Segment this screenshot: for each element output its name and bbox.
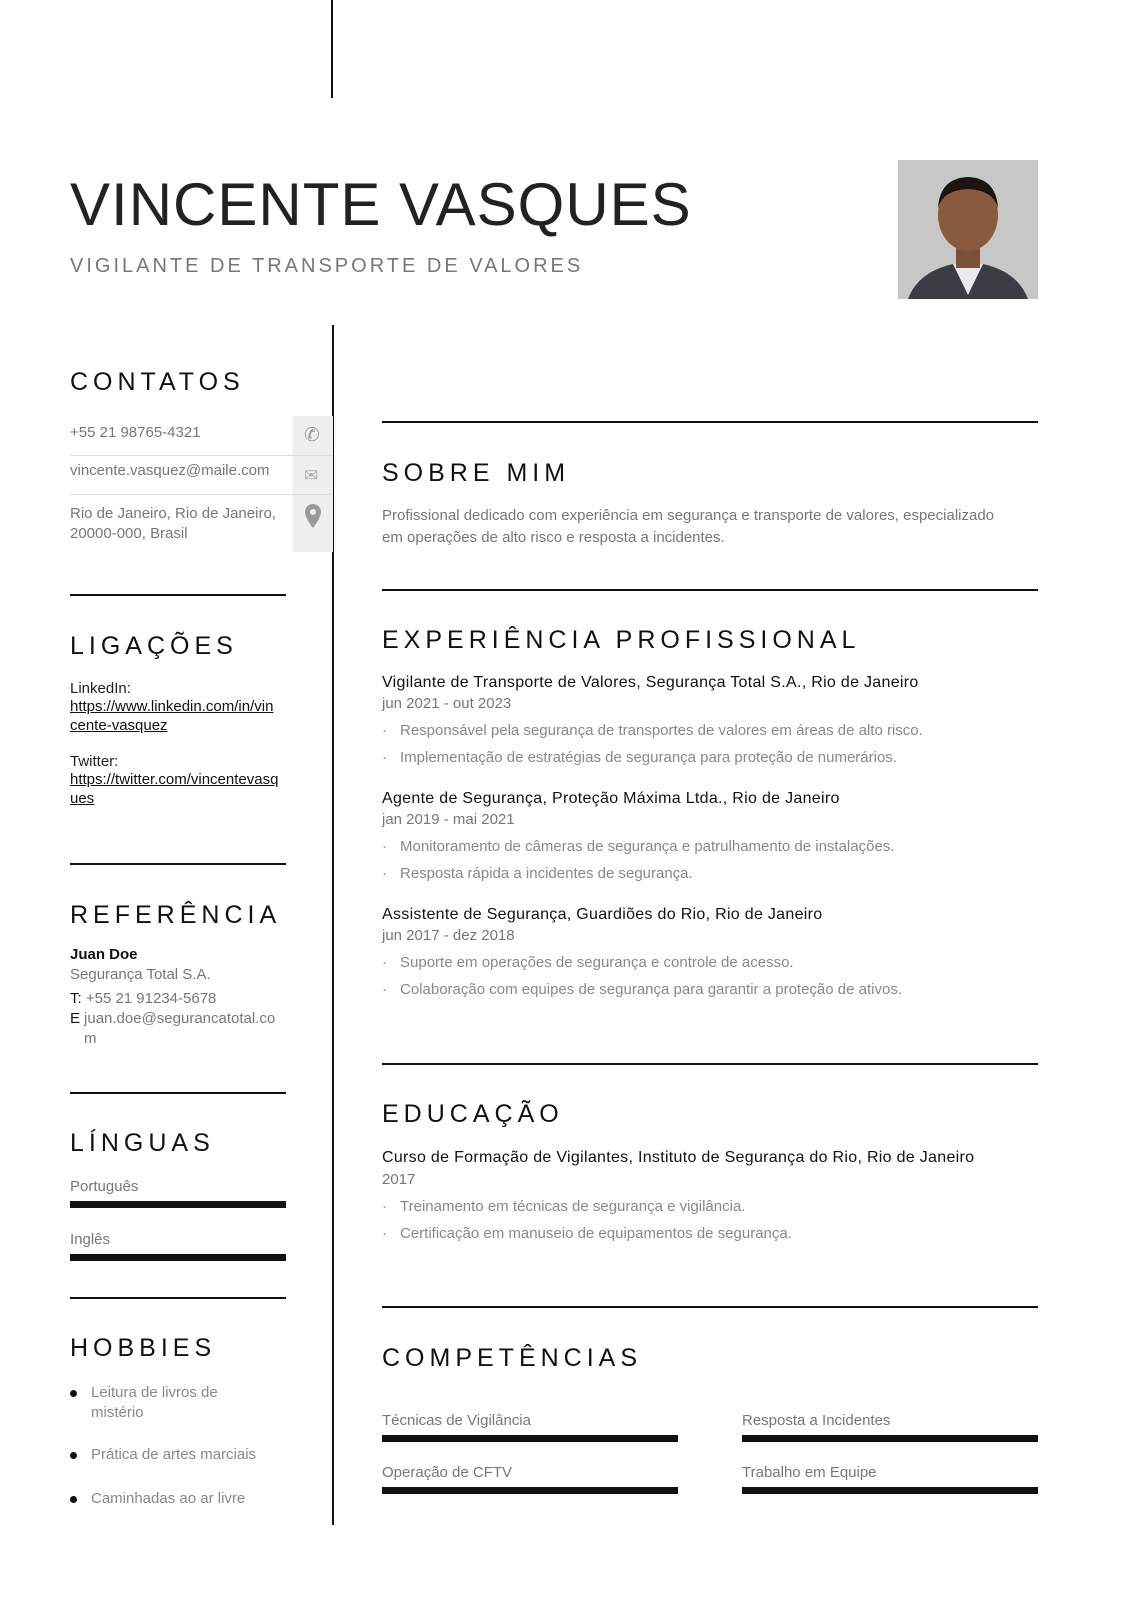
reference-email-label: E	[70, 1010, 81, 1027]
hobby-item: Prática de artes marciais	[70, 1445, 270, 1465]
hobby-item: Leitura de livros de mistério	[70, 1383, 270, 1423]
twitter-link[interactable]: https://twitter.com/vincentevasques	[70, 771, 279, 807]
reference-heading: REFERÊNCIA	[70, 901, 282, 929]
job-title: VIGILANTE DE TRANSPORTE DE VALORES	[70, 255, 584, 277]
skill-level-bar	[742, 1487, 1038, 1494]
location-pin-icon	[305, 504, 321, 528]
job-entry-title: Agente de Segurança, Proteção Máxima Ltda., Rio de Janeiro	[382, 790, 840, 807]
divider	[70, 863, 286, 865]
contact-email[interactable]: vincente.vasquez@maile.com	[70, 462, 333, 495]
contacts-heading: CONTATOS	[70, 368, 245, 396]
education-title: Curso de Formação de Vigilantes, Instituto de Segurança do Rio, Rio de Janeiro	[382, 1149, 975, 1166]
linkedin-label: LinkedIn:	[70, 680, 131, 697]
language-level-bar	[70, 1254, 286, 1261]
reference-company: Segurança Total S.A.	[70, 966, 211, 983]
skills-heading: COMPETÊNCIAS	[382, 1344, 643, 1372]
reference-name: Juan Doe	[70, 946, 138, 963]
education-date: 2017	[382, 1171, 416, 1188]
job-bullet: · Implementação de estratégias de segurança para proteção de numerários.	[382, 749, 1038, 766]
job-entry-title: Assistente de Segurança, Guardiões do Rio, Rio de Janeiro	[382, 906, 823, 923]
top-divider	[331, 0, 333, 98]
candidate-name: VINCENTE VASQUES	[70, 171, 692, 238]
job-bullet: · Resposta rápida a incidentes de segurança.	[382, 865, 1038, 882]
language-level-bar	[70, 1201, 286, 1208]
language-label: Português	[70, 1178, 139, 1195]
job-entry-date: jan 2019 - mai 2021	[382, 811, 515, 828]
job-bullet: · Monitoramento de câmeras de segurança e patrulhamento de instalações.	[382, 838, 1038, 855]
job-bullet: · Suporte em operações de segurança e controle de acesso.	[382, 954, 1038, 971]
divider	[382, 1063, 1038, 1065]
job-entry	[382, 906, 1038, 998]
education-heading: EDUCAÇÃO	[382, 1100, 564, 1128]
languages-heading: LÍNGUAS	[70, 1129, 215, 1157]
contact-phone: +55 21 98765-4321	[70, 424, 333, 456]
reference-email[interactable]: juan.doe@segurancatotal.com	[84, 1010, 276, 1047]
hobby-item: Caminhadas ao ar livre	[70, 1489, 270, 1509]
mail-icon: ✉	[304, 466, 319, 485]
experience-heading: EXPERIÊNCIA PROFISSIONAL	[382, 626, 861, 654]
about-text: Profissional dedicado com experiência em segurança e transporte de valores, especializado em operações de alto risco e resposta a incidentes.	[382, 507, 995, 546]
skill-label: Trabalho em Equipe	[742, 1464, 877, 1481]
contact-address: Rio de Janeiro, Rio de Janeiro, 20000-000, Brasil	[70, 505, 276, 542]
divider	[382, 1306, 1038, 1308]
skill-label: Operação de CFTV	[382, 1464, 513, 1481]
skill-level-bar	[742, 1435, 1038, 1442]
hobbies-heading: HOBBIES	[70, 1334, 217, 1362]
profile-photo	[898, 160, 1038, 299]
divider	[70, 1092, 286, 1094]
skill-level-bar	[382, 1487, 678, 1494]
job-bullet: · Responsável pela segurança de transportes de valores em áreas de alto risco.	[382, 722, 1038, 739]
divider	[382, 421, 1038, 423]
job-bullet: · Colaboração com equipes de segurança para garantir a proteção de ativos.	[382, 981, 1038, 998]
education-bullet: · Treinamento em técnicas de segurança e vigilância.	[382, 1198, 1022, 1215]
divider	[70, 594, 286, 596]
job-entry-date: jun 2017 - dez 2018	[382, 927, 515, 944]
education-bullet: · Certificação em manuseio de equipamentos de segurança.	[382, 1225, 1022, 1242]
reference-phone: +55 21 91234-5678	[85, 990, 217, 1007]
job-entry-date: jun 2021 - out 2023	[382, 695, 512, 712]
language-label: Inglês	[70, 1231, 111, 1248]
twitter-label: Twitter:	[70, 753, 119, 770]
job-entry	[382, 674, 1038, 766]
job-entry	[382, 790, 1038, 882]
reference-phone-label: T:	[70, 990, 82, 1007]
about-heading: SOBRE MIM	[382, 459, 571, 487]
skill-label: Resposta a Incidentes	[742, 1412, 891, 1429]
skill-level-bar	[382, 1435, 678, 1442]
job-entry-title: Vigilante de Transporte de Valores, Segurança Total S.A., Rio de Janeiro	[382, 674, 919, 691]
linkedin-link[interactable]: https://www.linkedin.com/in/vincente-vasquez	[70, 698, 274, 734]
links-heading: LIGAÇÕES	[70, 632, 238, 660]
phone-icon: ✆	[304, 425, 320, 446]
divider	[70, 1297, 286, 1299]
skill-label: Técnicas de Vigilância	[382, 1412, 531, 1429]
divider	[382, 589, 1038, 591]
